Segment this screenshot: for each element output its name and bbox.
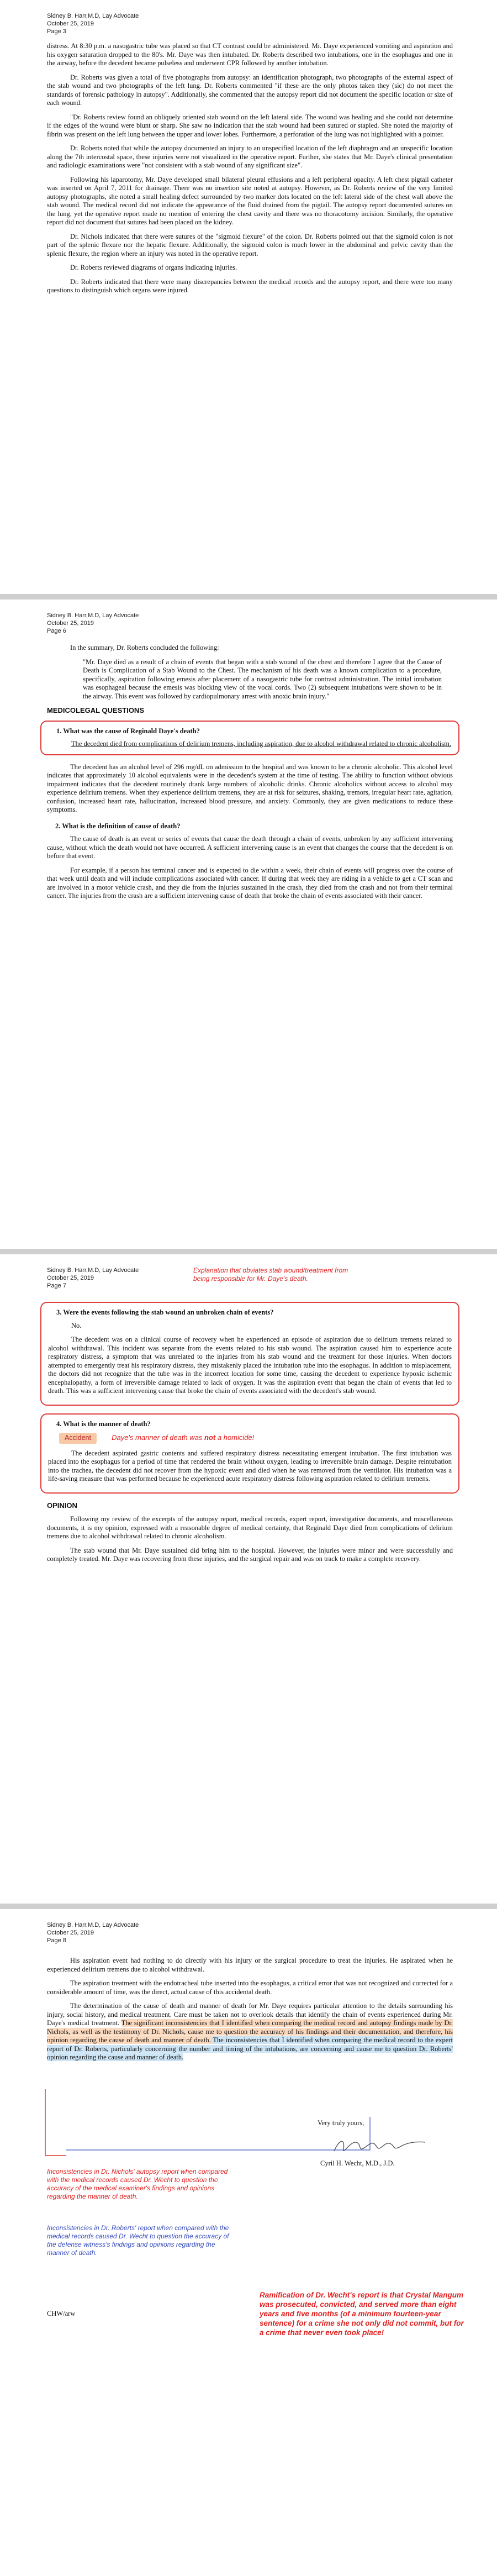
- paragraph: For example, if a person has terminal cancer and is expected to die within a week, their chain of events will progress over the course of that week until death and will include complications associated with cancer. If during that week they are riding in a vehicle to get a CT scan and are involved in a motor vehicle crash, and they die from the injuries sustained in the crash, they died from the crash and not from their terminal cancer. The injuries from the crash are a sufficient intervening cause of death that broke the chain of events associated with their cancer.: [47, 866, 453, 900]
- header-date: October 25, 2019: [47, 1930, 94, 1936]
- accident-answer: Accident: [59, 1433, 97, 1444]
- paragraph: The decedent was on a clinical course of recovery when he experienced an episode of aspiration due to delirium tremens related to alcohol withdrawal. This incident was separate from the events related to his stab wound. The aspiration caused him to experience acute respiratory distress, a symptom that was unrelated to the injuries from his stab wound and the treatment for those injuries. When doctors attempted to emergently treat his respiratory distress, they mistakenly placed the intubation tube into the esophagus. In addition to misplacement, the doctors did not recognize that the tube was in the incorrect location for some time, causing the decedent to experience hypoxic ischemic encephalopathy, a form of irreversible damage related to lack of oxygen. It was the aspiration event that began the chain of events that led to death. This was a sufficient intervening cause that broke the chain of events associated with the decedent's stab wound.: [48, 1336, 452, 1395]
- paragraph: The cause of death is an event or series of events that cause the death through a chain of events, unbroken by any sufficient intervening cause, without which the death would not have occurred. A sufficient intervening cause is an event that changes the course that the decedent is on before that event.: [47, 835, 453, 860]
- letter-header: [47, 612, 139, 635]
- paragraph: Dr. Roberts noted that while the autopsy documented an injury to an unspecified location of the left diaphragm and an unspecific location along the 7th intercostal space, these injuries were not visualized in the operative report. Further, she states that Mr. Daye's clinical presentation and radiologic examinations were "not consistent with a stab wound of any significant size".: [47, 144, 453, 169]
- answer-text: No.: [71, 1321, 82, 1329]
- closing-salutation: Very truly yours,: [318, 2119, 364, 2127]
- paragraph: distress. At 8:30 p.m. a nasogastric tube was placed so that CT contrast could be administered. Mr. Daye experienced vomiting and aspiration and his oxygen saturation dropped to the 80's. Mr. Daye was then intubated. Dr. Roberts described two intubations, one in the esophagus and one in the airway, before the decedent became pulseless and underwent CPR followed by another intubation.: [47, 42, 453, 67]
- annotation-connector: [44, 2089, 376, 2167]
- page-8: [0, 1909, 497, 2576]
- header-date: October 25, 2019: [47, 620, 94, 627]
- question-heading: 2. What is the definition of cause of death?: [55, 822, 181, 830]
- paragraph: Following his laparotomy, Mr. Daye developed small bilateral pleural effusions and a left peripheral opacity. A left chest pigtail catheter was inserted on April 7, 2011 for drainage. There was no insertion site noted at autopsy. However, as Dr. Roberts review of the very limited autopsy photographs, she noted a small healing defect surrounded by two marker dots located on the left lateral side of the chest wall above the stab wound. The medical record did not indicate the appearance of the fluid drained from the pigtail. The autopsy report documented sutures on the lung, yet the operative report made no mention of entering the chest cavity and there was no thoracotomy incision. Similarly, the operative report did not document that sutures had been placed on the kidney.: [47, 175, 453, 226]
- highlight-box-q4: [40, 1413, 459, 1494]
- paragraph: The decedent aspirated gastric contents and suffered respiratory distress necessitating emergent intubation. The first intubation was placed into the esophagus for a period of time that rendered the brain without oxygen, leading to irreversible brain damage. Despite reintubation into the trachea, the decedent did not recover from the hypoxic event and died when he was removed from the ventilator. His intubation was a life-saving measure that was performed because he experienced acute respiratory distress following aspiration related to delirium tremens.: [48, 1449, 452, 1482]
- paragraph: In the summary, Dr. Roberts concluded the following:: [70, 644, 219, 651]
- highlight-box-q1: [40, 721, 459, 755]
- page-6: [0, 600, 497, 1249]
- header-name: Sidney B. Harr,M.D, Lay Advocate: [47, 1267, 139, 1274]
- highlight-roberts: The inconsistencies that I identified when comparing the medical record to the expert report of Dr. Roberts, particularly concerning the number and timing of the intubations, are concerning and cause me to question Dr. Roberts' opinion regarding the cause and manner of death.: [47, 2036, 453, 2061]
- annotation-text: a homicide!: [215, 1433, 255, 1442]
- paragraph: The aspiration treatment with the endotracheal tube inserted into the esophagus, a critical error that was not recognized and corrected for a considerable amount of time, was the direct, actual cause of this accidental death.: [47, 1979, 453, 1996]
- page-7: [0, 1254, 497, 1904]
- paragraph-text: The determination of the cause of death and manner of death for Mr. Daye requires particular attention to the details surrounding his injury, social history, and medical treatment. Care must be taken not to overlook details that identify the chain of events experienced during Mr. Daye's medical treatment.: [47, 2002, 453, 2027]
- highlight-box-q3: [40, 1302, 459, 1406]
- answer-text: [48, 740, 452, 749]
- page-number: Page 7: [47, 1282, 66, 1289]
- annotation-roberts: Inconsistencies in Dr. Roberts' report when compared with the medical records caused Dr. Wecht to question the accuracy of the defense witness's findings and opinions regarding the manner of death.: [47, 2224, 229, 2257]
- page-divider: [0, 1249, 497, 1254]
- highlight-nichols: The significant inconsistencies that I identified when comparing the medical record and autopsy findings made by Dr. Nichols, as well as the testimony of Dr. Nichols, cause me to question the accuracy of his findings and their documentation, and therefore, his opinion regarding the cause of death and manner of death.: [47, 2019, 453, 2044]
- section-heading: MEDICOLEGAL QUESTIONS: [47, 706, 144, 714]
- letter-header: [47, 1266, 139, 1290]
- annotation-emphasis: not: [204, 1433, 216, 1442]
- paragraph: The decedent has an alcohol level of 296 mg/dL on admission to the hospital and was known to be a chronic alcoholic. This alcohol level indicates that approximately 10 alcohol equivalents were in the decedent's system at the time of testing. The ability to function without obvious impairment indicates that the decedent routinely drank large numbers of alcoholic drinks. Chronic alcoholics without access to alcohol may experience delirium tremens. When they experience delirium tremens, they are at risk for seizures, shaking, tremors, irregular heart rate, agitation, confusion, increased heart rate, hallucination, increased blood pressure, and anxiety. Commonly, they are given medications to reduce these symptoms.: [47, 763, 453, 813]
- page-number: Page 6: [47, 628, 66, 634]
- page-8-body: [47, 1957, 453, 2068]
- page-3-body: [47, 42, 453, 301]
- page-3: [0, 0, 497, 594]
- answer-row: [59, 1433, 452, 1444]
- page-7-body: [47, 1302, 453, 1569]
- annotation-explanation: Explanation that obviates stab wound/treatment from being responsible for Mr. Daye's death.: [193, 1266, 348, 1282]
- page-divider: [0, 1904, 497, 1909]
- section-heading: OPINION: [47, 1501, 77, 1510]
- summary-quote: "Mr. Daye died as a result of a chain of events that began with a stab wound of the chest and therefore I agree that the Cause of Death is Complication of a Stab Wound to the Chest. The mechanism of his death was a known complication to a procedure, specifically, aspiration following emesis after placement of a nasogastric tube for contrast administration. The initial intubation was esophageal because the emesis was blocking view of the vocal cords. Two (2) subsequent intubations were shown to be in the airway. This event was followed by cardiopulmonary arrest with anoxic brain injury.": [83, 658, 442, 700]
- header-name: Sidney B. Harr,M.D, Lay Advocate: [47, 1922, 139, 1928]
- page-number: Page 8: [47, 1937, 66, 1944]
- paragraph: "Dr. Roberts review found an obliquely oriented stab wound on the left lateral side. The wound was healing and she could not determine if the edges of the wound were blunt or sharp. She saw no indication that the stab wound had been sutured or stapled. She noted the majority of fibrin was present on the left lung between the upper and lower lobes. Furthermore, a perforation of the lung was not highlighted with a pointer.: [47, 113, 453, 138]
- annotation-manner: [112, 1433, 254, 1442]
- page-divider: [0, 594, 497, 600]
- page-6-body: [47, 644, 453, 906]
- question-heading: 1. What was the cause of Reginald Daye's death?: [56, 727, 200, 735]
- header-name: Sidney B. Harr,M.D, Lay Advocate: [47, 13, 139, 19]
- answer-underlined: The decedent died from complications of delirium tremens, including aspiration, due to alcohol withdrawal related to chronic alcoholism.: [71, 740, 451, 748]
- header-name: Sidney B. Harr,M.D, Lay Advocate: [47, 612, 139, 619]
- paragraph: Dr. Roberts reviewed diagrams of organs indicating injuries.: [70, 264, 237, 271]
- question-heading: 3. Were the events following the stab wound an unbroken chain of events?: [56, 1308, 274, 1316]
- paragraph: Dr. Roberts was given a total of five photographs from autopsy: an identification photograph, two photographs of the external aspect of the stab wound and two photographs of the left lung. Dr. Roberts commented "if these are the only photos taken they (sic) do not meet the standards of forensic pathology in autopsy". Additionally, she commented that the autopsy report did not document the specific location or size of each wound.: [47, 73, 453, 107]
- letter-header: [47, 12, 139, 35]
- page-number: Page 3: [47, 28, 66, 35]
- question-heading: 4. What is the manner of death?: [56, 1420, 151, 1428]
- initials: CHW/arw: [47, 2310, 76, 2317]
- signer-name: Cyril H. Wecht, M.D., J.D.: [320, 2159, 395, 2167]
- annotation-text: Daye's manner of death was: [112, 1433, 205, 1442]
- paragraph: His aspiration event had nothing to do directly with his injury or the surgical procedure to treat the injuries. He aspirated when he experienced delirium tremens due to alcohol withdrawal.: [47, 1957, 453, 1973]
- letter-header: [47, 1921, 139, 1944]
- annotation-ramification: Ramification of Dr. Wecht's report is that Crystal Mangum was prosecuted, convicted, and served more than eight years and five months (of a minimum fourteen-year sentence) for a crime she not only did not commit, but for a crime that never even took place!: [260, 2291, 464, 2337]
- annotation-nichols: Inconsistencies in Dr. Nichols' autopsy report when compared with the medical records caused Dr. Wecht to question the accuracy of the medical examiner's findings and opinions regarding the manner of death.: [47, 2168, 228, 2200]
- paragraph: [47, 2002, 453, 2062]
- header-date: October 25, 2019: [47, 20, 94, 27]
- paragraph: Following my review of the excerpts of the autopsy report, medical records, expert report, investigative documents, and miscellaneous documents, it is my opinion, expressed with a reasonable degree of medical certainty, that Reginald Daye died from complications of delirium tremens due to alcohol withdrawal related to chronic alcoholism.: [47, 1515, 453, 1540]
- header-date: October 25, 2019: [47, 1275, 94, 1281]
- paragraph: Dr. Roberts indicated that there were many discrepancies between the medical records and the autopsy report, and there were too many questions to distinguish which organs were injured.: [47, 277, 453, 294]
- paragraph: Dr. Nichols indicated that there were sutures of the "sigmoid flexure" of the colon. Dr. Roberts pointed out that the sigmoid colon is not part of the splenic flexure nor the hepatic flexure. Additionally, the sigmoid colon is much lower in the abdominal and pelvic cavity than the splenic flexure, the region where an injury was noted in the operative report.: [47, 232, 453, 257]
- paragraph: The stab wound that Mr. Daye sustained did bring him to the hospital. However, the injuries were minor and were successfully and completely treated. Mr. Daye was recovering from these injuries, and the surgical repair and was on track to make a complete recovery.: [47, 1546, 453, 1563]
